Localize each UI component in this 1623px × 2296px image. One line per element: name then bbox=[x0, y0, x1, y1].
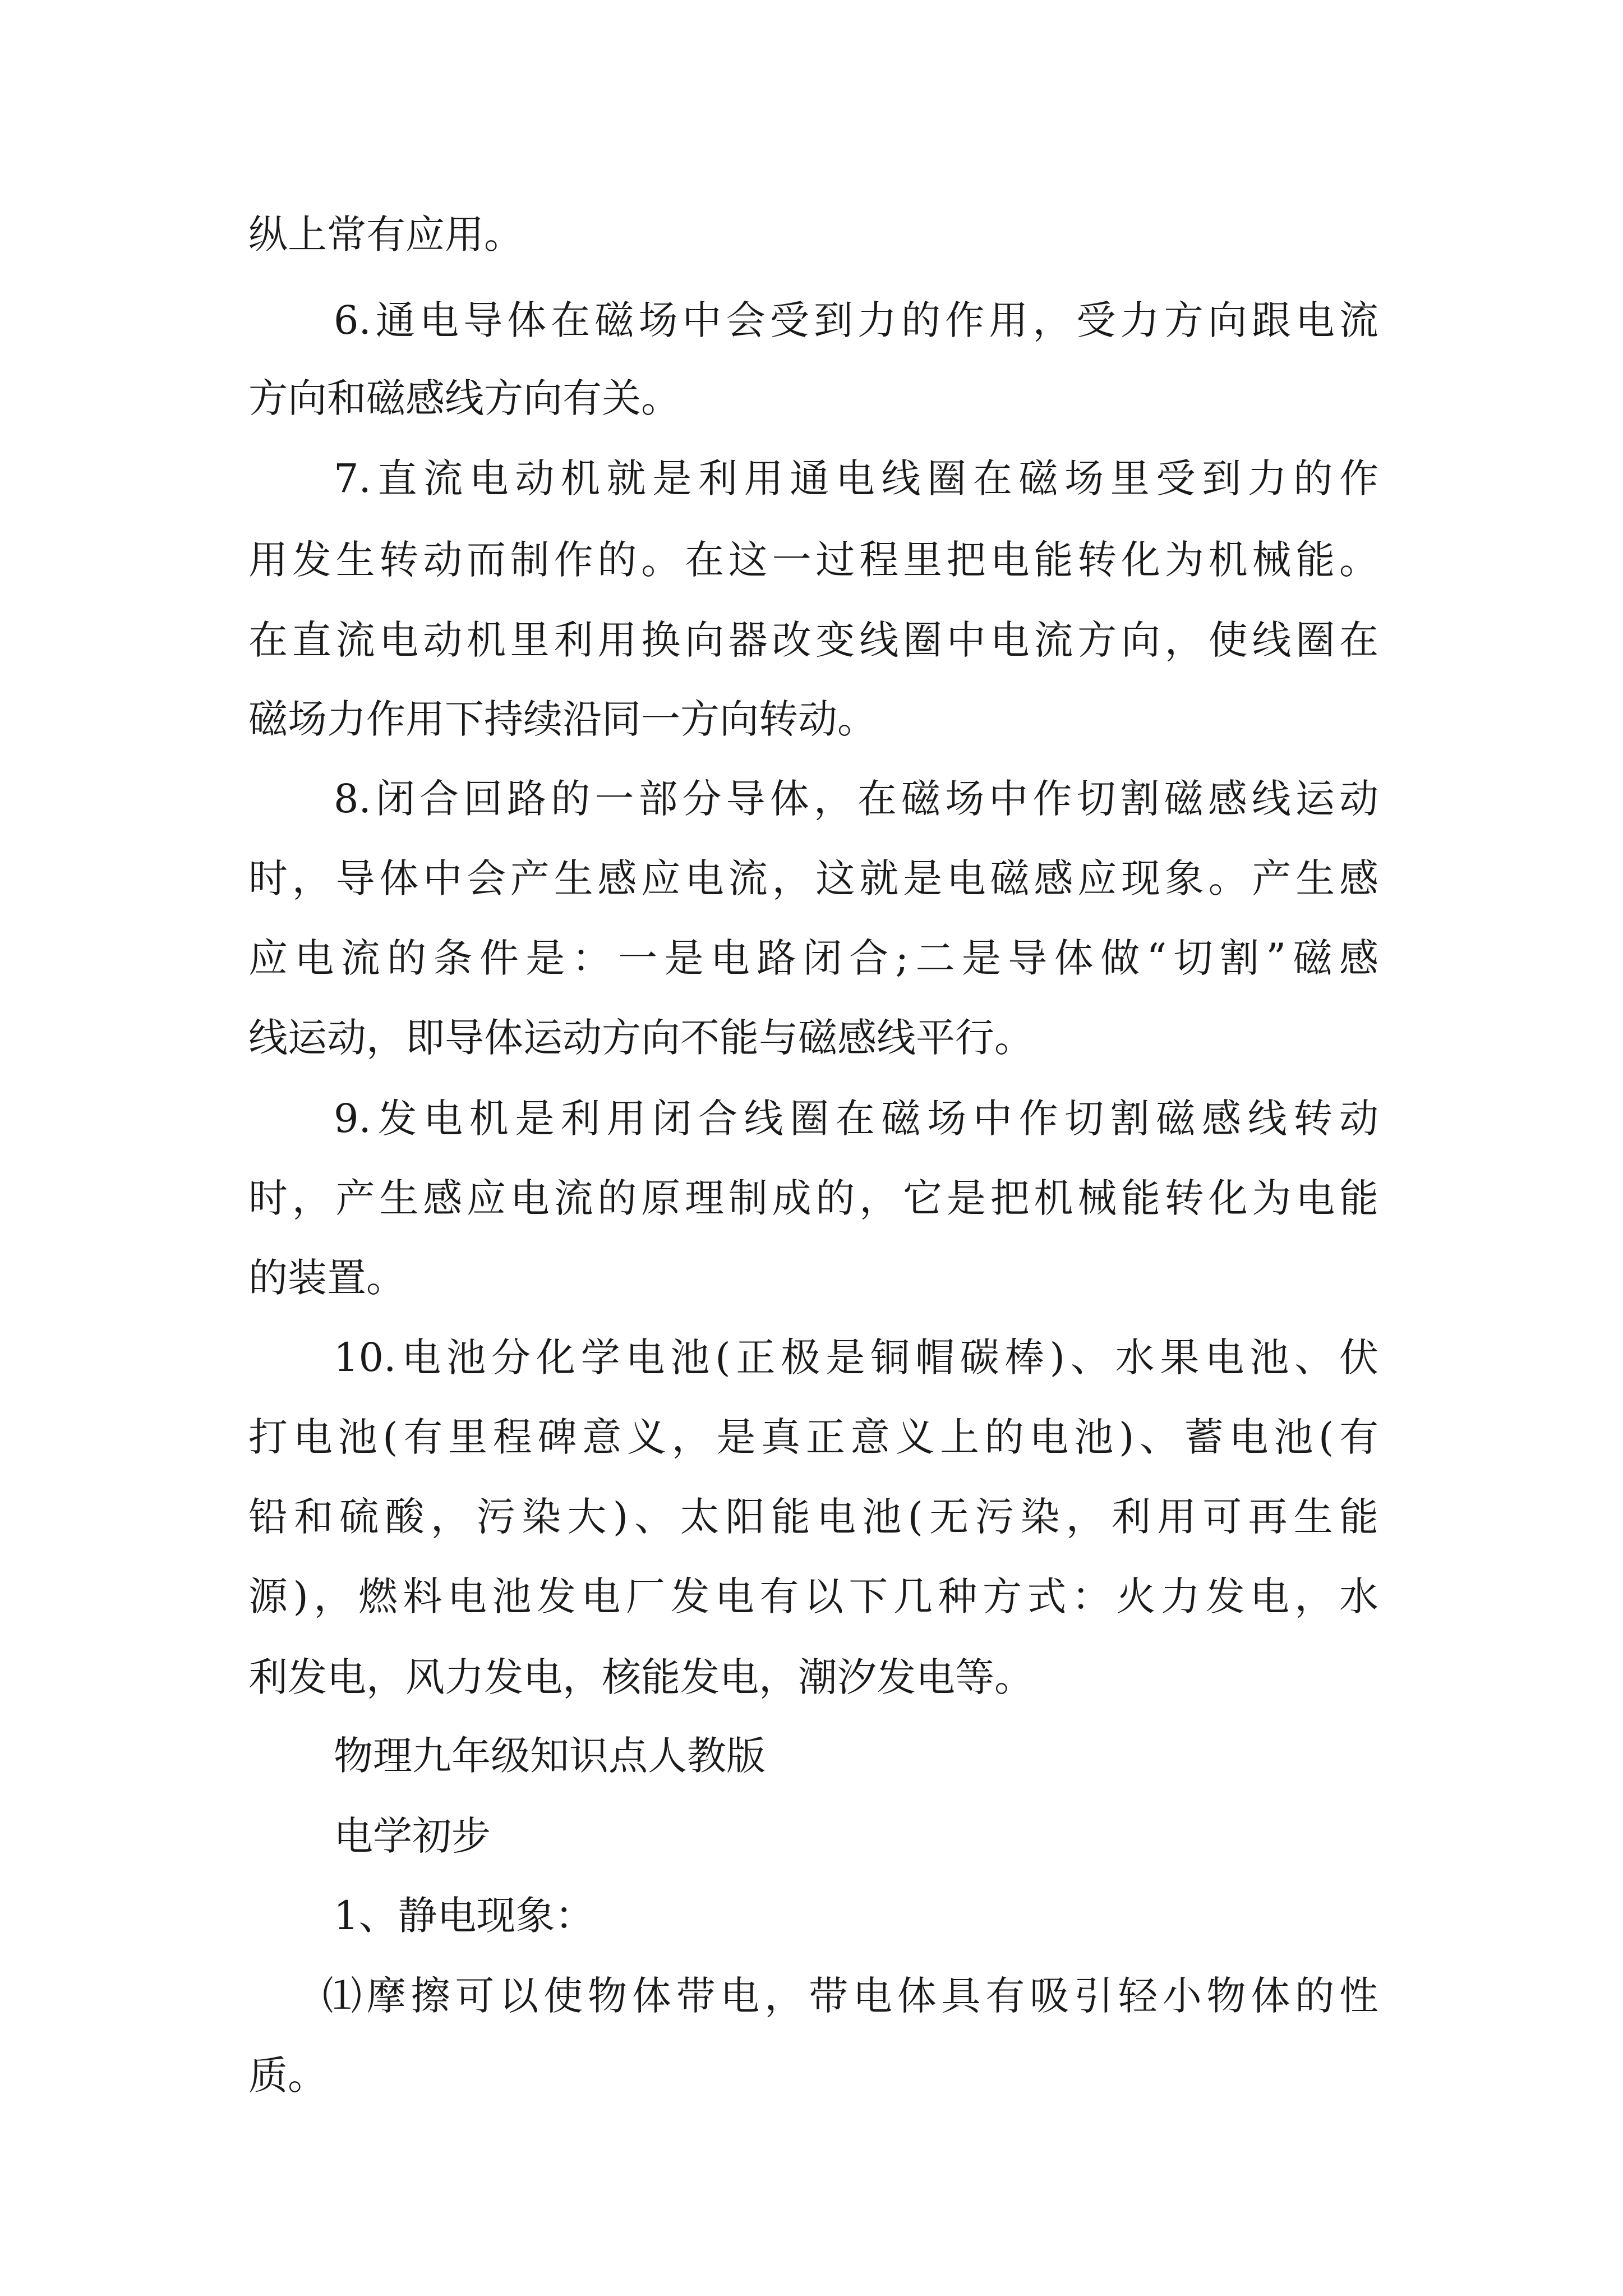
text-line: 方向和磁感线方向有关。 bbox=[248, 375, 680, 421]
text-line: 9.发电机是利用闭合线圈在磁场中作切割磁感线转动 bbox=[334, 1096, 1378, 1142]
text-line: 电学初步 bbox=[334, 1813, 491, 1859]
text-line: 线运动，即导体运动方向不能与磁感线平行。 bbox=[248, 1015, 1034, 1061]
text-line: 在直流电动机里利用换向器改变线圈中电流方向，使线圈在 bbox=[248, 617, 1378, 663]
text-line: 10.电池分化学电池(正极是铜帽碳棒)、水果电池、伏 bbox=[334, 1335, 1378, 1381]
text-line: 物理九年级知识点人教版 bbox=[334, 1733, 766, 1779]
text-line: 的装置。 bbox=[248, 1255, 405, 1301]
text-line: 纵上常有应用。 bbox=[248, 211, 523, 257]
text-line: 时，导体中会产生感应电流，这就是电磁感应现象。产生感 bbox=[248, 855, 1378, 901]
text-line: 磁场力作用下持续沿同一方向转动。 bbox=[248, 696, 877, 742]
text-line: 打电池(有里程碑意义，是真正意义上的电池)、蓄电池(有 bbox=[248, 1414, 1378, 1460]
text-line: 应电流的条件是：一是电路闭合;二是导体做“切割”磁感 bbox=[248, 935, 1378, 981]
text-line: 铅和硫酸，污染大)、太阳能电池(无污染，利用可再生能 bbox=[248, 1494, 1378, 1540]
text-line: 1、静电现象： bbox=[334, 1893, 594, 1939]
text-line: ⑴摩擦可以使物体带电，带电体具有吸引轻小物体的性 bbox=[322, 1973, 1378, 2019]
text-line: 源)，燃料电池发电厂发电有以下几种方式：火力发电，水 bbox=[248, 1573, 1378, 1619]
text-line: 质。 bbox=[248, 2053, 327, 2099]
text-line: 8.闭合回路的一部分导体，在磁场中作切割磁感线运动 bbox=[334, 776, 1378, 822]
text-line: 7.直流电动机就是利用通电线圈在磁场里受到力的作 bbox=[334, 455, 1378, 501]
text-line: 利发电，风力发电，核能发电，潮汐发电等。 bbox=[248, 1654, 1034, 1700]
text-line: 用发生转动而制作的。在这一过程里把电能转化为机械能。 bbox=[248, 537, 1378, 583]
text-line: 6.通电导体在磁场中会受到力的作用，受力方向跟电流 bbox=[334, 297, 1378, 343]
text-line: 时，产生感应电流的原理制成的，它是把机械能转化为电能 bbox=[248, 1175, 1378, 1221]
